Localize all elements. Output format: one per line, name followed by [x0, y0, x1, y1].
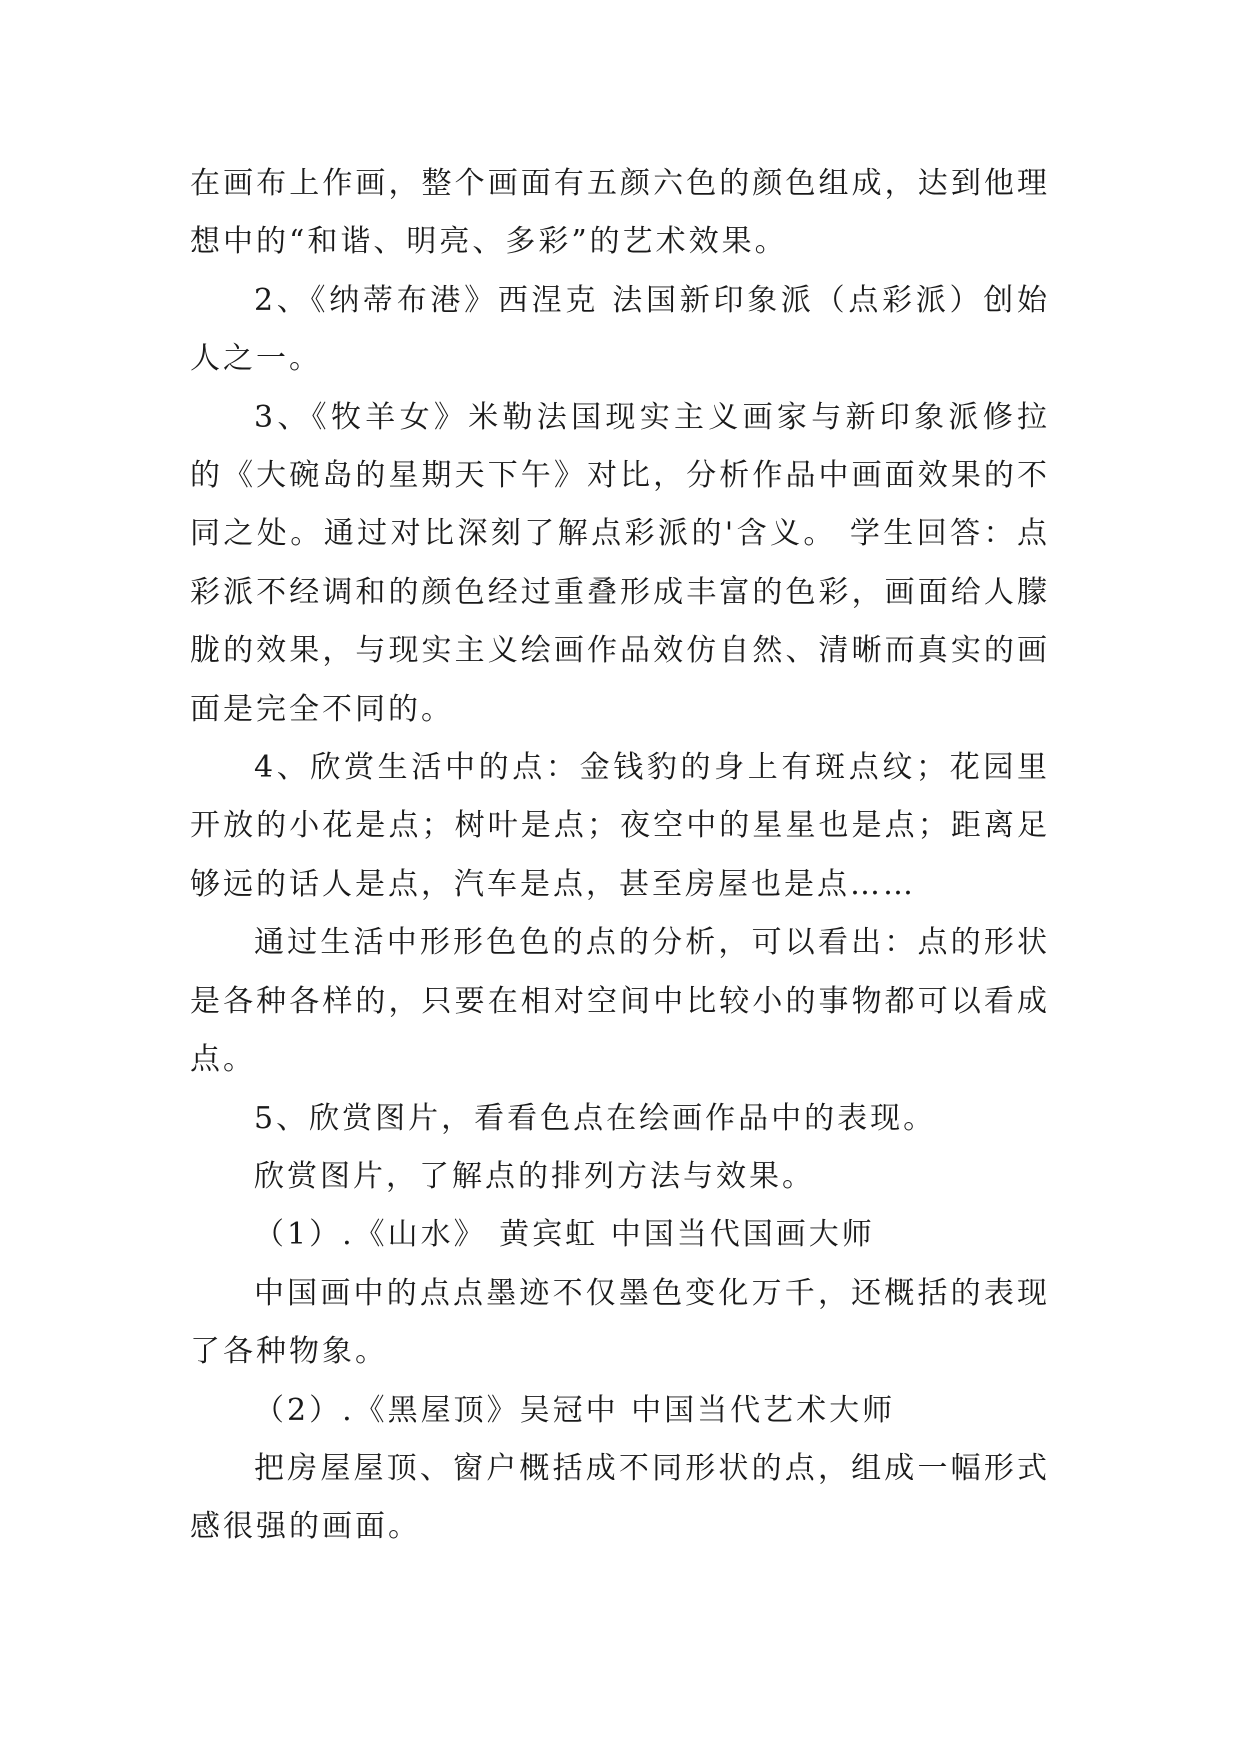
- paragraph-subitem-2-desc: 把房屋屋顶、窗户概括成不同形状的点，组成一幅形式感很强的画面。: [190, 1450, 1050, 1545]
- paragraph-subitem-1: （1）.《山水》 黄宾虹 中国当代国画大师: [254, 1217, 875, 1253]
- paragraph-analysis: 通过生活中形形色色的点的分析，可以看出：点的形状是各种各样的，只要在相对空间中比较小的事物都可以看成点。: [190, 925, 1050, 1078]
- paragraph-item-3: 3、《牧羊女》米勒法国现实主义画家与新印象派修拉的《大碗岛的星期天下午》对比，分析作品中画面效果的不同之处。通过对比深刻了解点彩派的'含义。 学生回答：点彩派不经调和的颜色经过重叠形成丰富的色彩，画面给人朦胧的效果，与现实主义绘画作品效仿自然、清晰而真实的画面是完全不同的。: [190, 399, 1050, 727]
- paragraph-subitem-2: （2）.《黑屋顶》吴冠中 中国当代艺术大师: [254, 1392, 896, 1428]
- paragraph-item-2: 2、《纳蒂布港》西涅克 法国新印象派（点彩派）创始人之一。: [190, 282, 1050, 377]
- paragraph-item-5: 5、欣赏图片，看看色点在绘画作品中的表现。: [254, 1100, 937, 1136]
- paragraph-subitem-1-desc: 中国画中的点点墨迹不仅墨色变化万千，还概括的表现了各种物象。: [190, 1275, 1050, 1370]
- paragraph-arrangement: 欣赏图片，了解点的排列方法与效果。: [254, 1158, 815, 1194]
- paragraph-item-4: 4、欣赏生活中的点：金钱豹的身上有斑点纹；花园里开放的小花是点；树叶是点；夜空中的星星也是点；距离足够远的话人是点，汽车是点，甚至房屋也是点……: [190, 750, 1050, 902]
- document-body: [190, 155, 1050, 1557]
- paragraph-continuation: 在画布上作画，整个画面有五颜六色的颜色组成，达到他理想中的“和谐、明亮、多彩”的艺术效果。: [190, 166, 1050, 260]
